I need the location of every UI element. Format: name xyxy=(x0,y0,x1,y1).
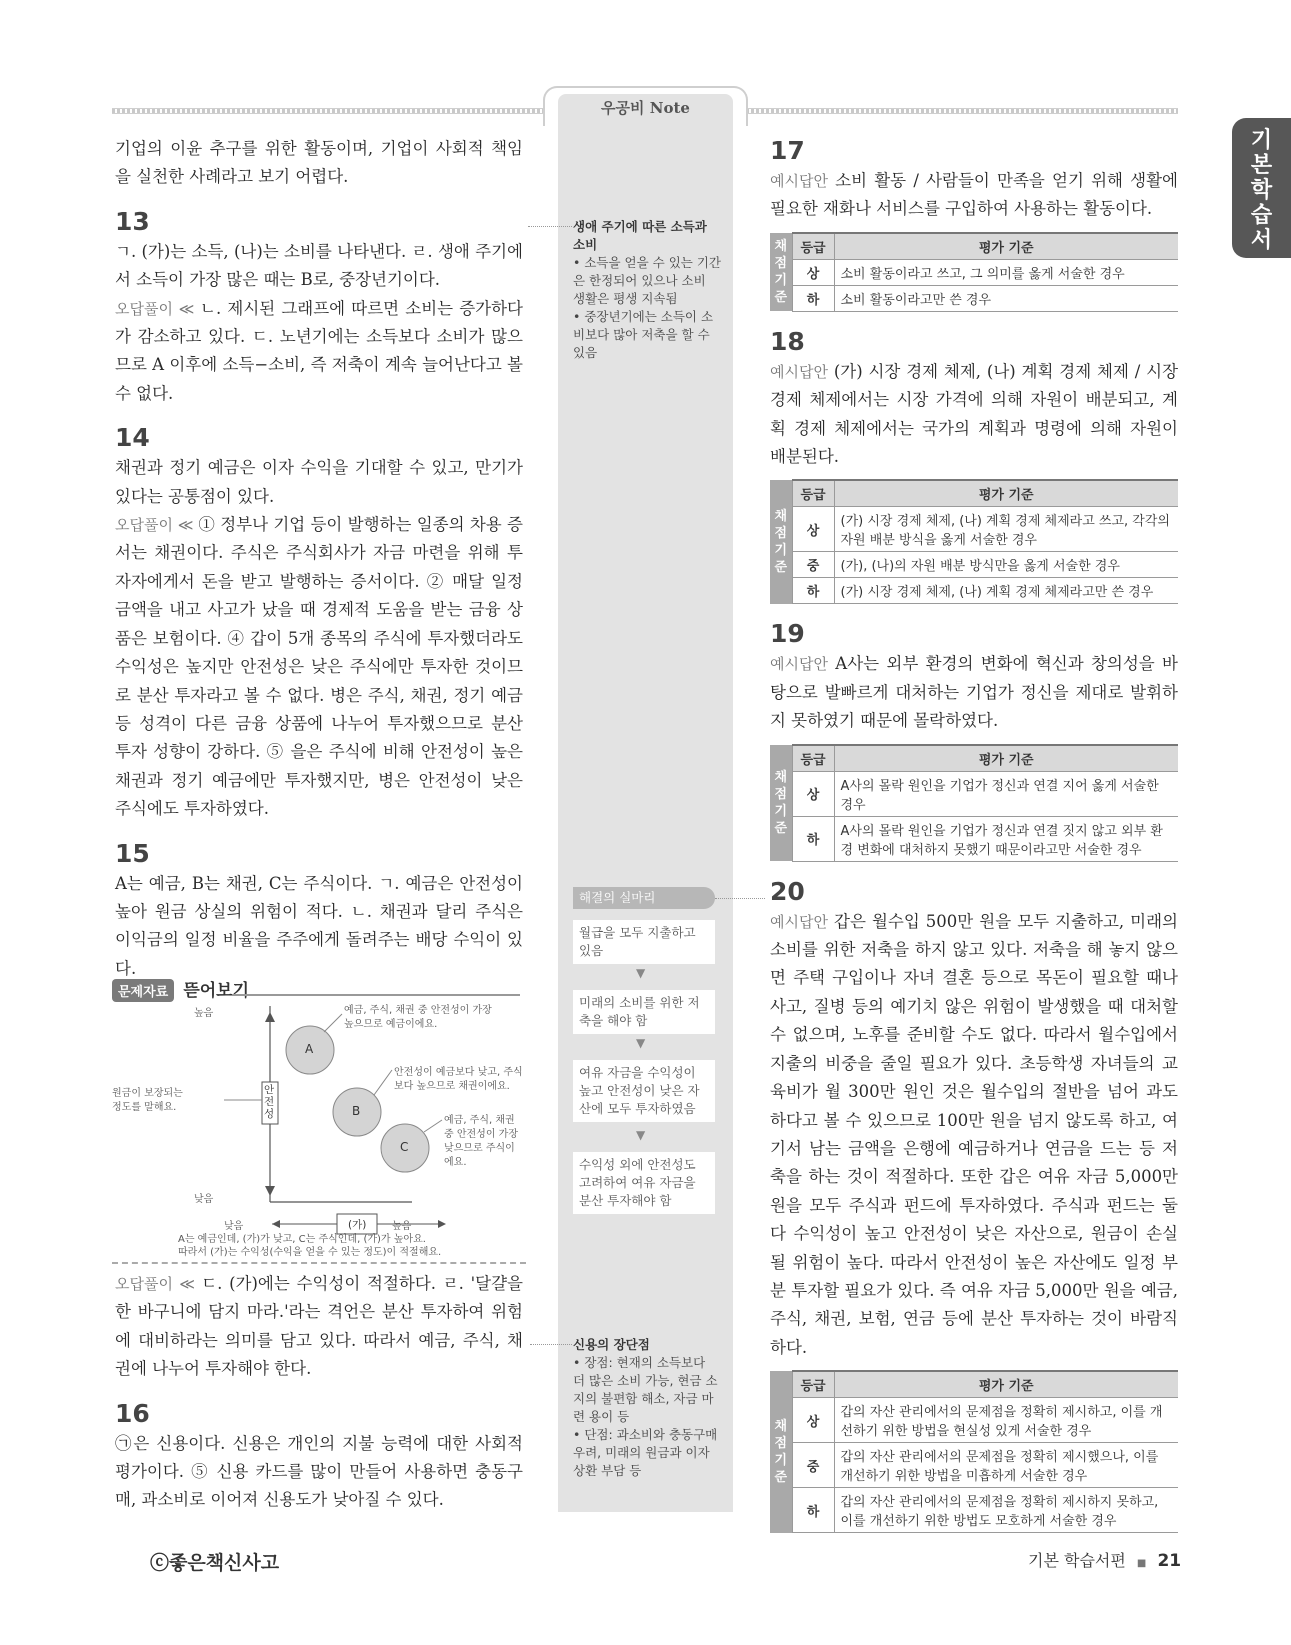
x-high-label: 높음 xyxy=(392,1221,412,1232)
question-number-17: 17 xyxy=(770,136,805,165)
level-cell: 하 xyxy=(792,285,834,311)
note-credit-bullet-2: • 단점: 과소비와 충동구매 우려, 미래의 원금과 이자 상환 부담 등 xyxy=(573,1427,718,1478)
footer-square-icon: ■ xyxy=(1136,1558,1147,1569)
clue-title: 해결의 실마리 xyxy=(573,887,715,909)
criteria-cell: 갑의 자산 관리에서의 문제점을 정확히 제시하고, 이를 개선하기 위한 방법을 현실성 있게 서술한 경우 xyxy=(834,1398,1178,1443)
dashed-separator xyxy=(112,1262,526,1264)
header-criteria: 평가 기준 xyxy=(834,233,1178,260)
y-arrow-down-icon xyxy=(265,1186,275,1196)
page-footer xyxy=(1028,1548,1181,1571)
example-answer-tag: 예시답안 xyxy=(770,912,828,931)
figure-caption-1: A는 예금인데, (가)가 낮고, C는 주식인데, (가)가 높아요. xyxy=(178,1234,426,1245)
left-column xyxy=(115,135,523,983)
note-credit-bullet-1: • 장점: 현재의 소득보다 더 많은 소비 가능, 현금 소지의 불편함 해소, 자금 마련 용이 등 xyxy=(573,1355,718,1424)
answer-20 xyxy=(770,908,1178,1363)
note-header: 우공비 Note xyxy=(558,94,733,122)
criteria-table-17 xyxy=(770,232,1178,312)
answer-14: 채권과 정기 예금은 이자 수익을 기대할 수 있고, 만기가 있다는 공통점이 있다. xyxy=(115,458,523,506)
note-lifecycle-bullet-1: • 소득을 얻을 수 있는 기간은 한정되어 있으나 소비 생활은 평생 지속됨 xyxy=(573,255,721,306)
answer-18 xyxy=(770,358,1178,472)
answer-19 xyxy=(770,650,1178,735)
answer-16: ㉠은 신용이다. 신용은 개인의 지불 능력에 대한 사회적 평가이다. ⑤ 신용 카드를 많이 만들어 사용하면 충동구매, 과소비로 이어져 신용도가 낮아질 수 있다. xyxy=(115,1433,523,1510)
criteria-cell: A사의 몰락 원인을 기업가 정신과 연결 지어 옳게 서술한 경우 xyxy=(834,771,1178,816)
header-criteria: 평가 기준 xyxy=(834,480,1178,507)
top-rule-left xyxy=(112,108,545,114)
note-a: 예금, 주식, 채권 중 안전성이 가장 높으므로 예금이에요. xyxy=(344,1005,492,1030)
down-arrow-icon: ▼ xyxy=(636,1128,646,1142)
clue-step-4: 수익성 외에 안전성도 고려하여 여유 자금을 분산 투자해야 함 xyxy=(573,1152,715,1214)
header-criteria: 평가 기준 xyxy=(834,745,1178,772)
header-level: 등급 xyxy=(792,233,834,260)
wrong-explanation-13 xyxy=(115,295,523,409)
header-level: 등급 xyxy=(792,1371,834,1398)
answer-17 xyxy=(770,167,1178,224)
down-arrow-icon: ▼ xyxy=(636,966,646,980)
wrong-tag: 오답풀이 xyxy=(115,1275,173,1293)
b-leader-line xyxy=(374,1070,392,1095)
y-arrow-up-icon xyxy=(265,1012,275,1022)
answer-text-18: (가) 시장 경제 체제, (나) 계획 경제 체제 / 시장 경제 체제에서는 시장 가격에 의해 자원이 배분되고, 계획 경제 체제에서는 국가의 계획과 명령에 의해 자원이 배분된다. xyxy=(770,361,1179,467)
figure-header xyxy=(112,976,526,1000)
level-cell: 중 xyxy=(792,1443,834,1488)
x-low-label: 낮음 xyxy=(224,1221,244,1232)
answer-15: A는 예금, B는 채권, C는 주식이다. ㄱ. 예금은 안전성이 높아 원금 상실의 위험이 적다. ㄴ. 채권과 달리 주식은 이익금의 일정 비율을 주주에게 돌려주는 배당 수익이 있다. xyxy=(115,873,523,978)
figure-tag: 문제자료 xyxy=(112,979,174,1002)
x-arrow-right-icon xyxy=(438,1220,446,1228)
wrong-text-13: ㄴ. 제시된 그래프에 따르면 소비는 증가하다가 감소하고 있다. ㄷ. 노년기에는 소득보다 소비가 많으므로 A 이후에 소득−소비, 즉 저축이 계속 늘어난다고 볼 수 없다. xyxy=(115,298,523,403)
level-cell: 하 xyxy=(792,578,834,604)
answer-text-20: 갑은 월수입 500만 원을 모두 지출하고, 미래의 소비를 위한 저축을 하지 않고 있다. 저축을 해 놓지 않으면 주택 구입이나 자녀 결혼 등으로 목돈이 필요할 때나 사고, 질병 등의 예기치 않은 위험이 발생했을 때 대처할 수 없으며, 노후를 준비할 수도 없다. 따라서 월수입에서 지출의 비중을 줄일 필요가 있다. 초등학생 자녀들의 교육비가 월 300만 원인 것은 월수입의 절반을 넘어 과도하다고 볼 수 있으므로 100만 원을 넘지 않도록 하고, 여기서 남는 금액을 은행에 예금하거나 연금을 드는 등 저축을 하는 것이 적절하다. 또한 갑은 여유 자금 5,000만 원을 모두 주식과 펀드에 투자하였다. 주식과 펀드는 둘 다 수익성이 높고 안전성이 낮은 자산으로, 원금이 손실될 위험이 높다. 따라서 안전성이 높은 자산에도 일정 부분 투자할 필요가 있다. 즉 여유 자금 5,000만 원을 예금, 주식, 채권, 보험, 연금 등에 분산 투자하는 것이 바람직하다. xyxy=(770,911,1178,1357)
figure-header-line xyxy=(232,994,520,996)
publisher-logo: ⓒ좋은책신사고 xyxy=(150,1552,280,1574)
note-connector-1 xyxy=(528,226,572,227)
question-number-16: 16 xyxy=(115,1398,150,1428)
level-cell: 중 xyxy=(792,552,834,578)
investment-figure xyxy=(112,976,526,1258)
chevron-icon: ≪ xyxy=(172,516,199,535)
question-number-15: 15 xyxy=(115,838,150,868)
level-cell: 하 xyxy=(792,1488,834,1533)
note-connector-3 xyxy=(530,1344,572,1345)
level-cell: 상 xyxy=(792,507,834,552)
note-connector-2 xyxy=(715,898,765,899)
x-arrow-left-icon xyxy=(272,1220,280,1228)
criteria-cell: (가), (나)의 자원 배분 방식만을 옳게 서술한 경우 xyxy=(834,552,1178,578)
criteria-side-label: 채점기준 xyxy=(770,1371,792,1533)
label-a: A xyxy=(305,1042,314,1056)
header-criteria: 평가 기준 xyxy=(834,1371,1178,1398)
header-level: 등급 xyxy=(792,745,834,772)
chevron-icon: ≪ xyxy=(172,1275,202,1293)
criteria-side-label: 채점기준 xyxy=(770,233,792,312)
question-number-14: 14 xyxy=(115,423,150,453)
answer-13: ㄱ. (가)는 소득, (나)는 소비를 나타낸다. ㄹ. 생애 주기에서 소득이 가장 많은 때는 B로, 중장년기이다. xyxy=(115,241,523,290)
answer-text-17: 소비 활동 / 사람들이 만족을 얻기 위해 생활에 필요한 재화나 서비스를 구입하여 사용하는 활동이다. xyxy=(770,171,1178,219)
y-high-label: 높음 xyxy=(194,1008,214,1019)
question-number-13: 13 xyxy=(115,206,150,236)
down-arrow-icon: ▼ xyxy=(636,1036,646,1050)
criteria-table-19 xyxy=(770,744,1178,862)
level-cell: 상 xyxy=(792,1398,834,1443)
example-answer-tag: 예시답안 xyxy=(770,362,828,381)
criteria-cell: (가) 시장 경제 체제, (나) 계획 경제 체제라고만 쓴 경우 xyxy=(834,578,1178,604)
book-section: 기본 학습서편 xyxy=(1028,1551,1126,1570)
page-number: 21 xyxy=(1157,1551,1182,1571)
clue-step-3: 여유 자금을 수익성이 높고 안전성이 낮은 자산에 모두 투자하였음 xyxy=(573,1060,715,1122)
chevron-icon: ≪ xyxy=(172,299,201,318)
left-note: 원금이 보장되는 정도를 말해요. xyxy=(112,1088,183,1113)
level-cell: 하 xyxy=(792,816,834,861)
wrong-explanation-14 xyxy=(115,511,523,823)
wrong-tag: 오답풀이 xyxy=(115,299,173,318)
wrong-text-15: ㄷ. (가)에는 수익성이 적절하다. ㄹ. '달걀을 한 바구니에 담지 마라.'라는 격언은 분산 투자하여 위험에 대비하라는 의미를 담고 있다. 따라서 예금, 주식, 채권에 나누어 투자해야 한다. xyxy=(115,1274,523,1379)
wrong-explanation-15 xyxy=(115,1270,523,1384)
x-axis-label: (가) xyxy=(348,1219,367,1231)
left-column-bottom xyxy=(115,1270,523,1515)
header-level: 등급 xyxy=(792,480,834,507)
label-b: B xyxy=(352,1104,361,1118)
criteria-cell: 소비 활동이라고만 쓴 경우 xyxy=(834,285,1178,311)
question-number-18: 18 xyxy=(770,326,805,356)
criteria-cell: A사의 몰락 원인을 기업가 정신과 연결 짓지 않고 외부 환경 변화에 대처하지 못했기 때문이라고만 서술한 경우 xyxy=(834,816,1178,861)
example-answer-tag: 예시답안 xyxy=(770,655,828,674)
label-c: C xyxy=(400,1140,409,1154)
criteria-side-label: 채점기준 xyxy=(770,480,792,604)
criteria-table-18 xyxy=(770,479,1178,604)
intro-text: 기업의 이윤 추구를 위한 활동이며, 기업이 사회적 책임을 실천한 사례라고 보기 어렵다. xyxy=(115,139,523,187)
wrong-text-14: ① 정부나 기업 등이 발행하는 일종의 차용 증서는 채권이다. 주식은 주식회사가 자금 마련을 위해 투자자에게서 돈을 받고 발행하는 증서이다. ② 매달 일정 금액을 내고 사고가 났을 때 경제적 도움을 받는 금융 상품은 보험이다. ④ 갑이 5개 종목의 주식에 투자했더라도 수익성은 높지만 안전성은 낮은 주식에만 투자한 것이므로 분산 투자라고 볼 수 없다. 병은 주식, 채권, 정기 예금 등 성격이 다른 금융 상품에 나누어 투자했으므로 분산 투자 성향이 강하다. ⑤ 을은 주식에 비해 안전성이 높은 채권과 정기 예금에만 투자했지만, 병은 안전성이 낮은 주식에도 투자하였다. xyxy=(115,515,523,819)
level-cell: 상 xyxy=(792,259,834,285)
criteria-table-20 xyxy=(770,1370,1178,1533)
note-b: 안전성이 예금보다 낮고, 주식보다 높으므로 채권이에요. xyxy=(394,1067,523,1092)
question-number-19: 19 xyxy=(770,619,805,649)
criteria-cell: 소비 활동이라고 쓰고, 그 의미를 옳게 서술한 경우 xyxy=(834,259,1178,285)
level-cell: 상 xyxy=(792,771,834,816)
y-low-label: 낮음 xyxy=(194,1194,214,1205)
note-credit-title: 신용의 장단점 xyxy=(573,1337,650,1352)
clue-step-2: 미래의 소비를 위한 저축을 해야 함 xyxy=(573,990,715,1034)
note-c: 예금, 주식, 채권 중 안전성이 가장 낮으므로 주식이에요. xyxy=(444,1115,518,1168)
side-tab-label: 기본학습서 xyxy=(1250,128,1273,253)
wrong-tag: 오답풀이 xyxy=(115,516,173,535)
y-axis-label: 안전성 xyxy=(264,1084,275,1120)
a-leader-line xyxy=(324,1014,342,1032)
right-column xyxy=(770,135,1178,1543)
figure-caption-2: 따라서 (가)는 수익성(수익을 얻을 수 있는 정도)이 적절해요. xyxy=(178,1247,442,1258)
example-answer-tag: 예시답안 xyxy=(770,172,828,190)
top-rule-right xyxy=(746,108,1178,114)
criteria-cell: 갑의 자산 관리에서의 문제점을 정확히 제시하지 못하고, 이를 개선하기 위한 방법도 모호하게 서술한 경우 xyxy=(834,1488,1178,1533)
note-lifecycle-title: 생애 주기에 따른 소득과 소비 xyxy=(573,219,707,252)
side-tab-basic-study[interactable] xyxy=(1232,118,1291,258)
answer-text-19: A사는 외부 환경의 변화에 혁신과 창의성을 바탕으로 발빠르게 대처하는 기업가 정신을 제대로 발휘하지 못하였기 때문에 몰락하였다. xyxy=(770,654,1178,731)
figure-title: 뜯어보기 xyxy=(183,981,250,1001)
c-leader-line xyxy=(424,1120,442,1132)
criteria-cell: 갑의 자산 관리에서의 문제점을 정확히 제시했으나, 이를 개선하기 위한 방법을 미흡하게 서술한 경우 xyxy=(834,1443,1178,1488)
criteria-side-label: 채점기준 xyxy=(770,745,792,862)
note-lifecycle xyxy=(573,218,721,362)
criteria-cell: (가) 시장 경제 체제, (나) 계획 경제 체제라고 쓰고, 각각의 자원 배분 방식을 옳게 서술한 경우 xyxy=(834,507,1178,552)
clue-step-1: 월급을 모두 지출하고 있음 xyxy=(573,920,715,964)
note-lifecycle-bullet-2: • 중장년기에는 소득이 소비보다 많아 저축을 할 수 있음 xyxy=(573,309,714,360)
note-credit xyxy=(573,1336,721,1480)
question-number-20: 20 xyxy=(770,876,805,906)
